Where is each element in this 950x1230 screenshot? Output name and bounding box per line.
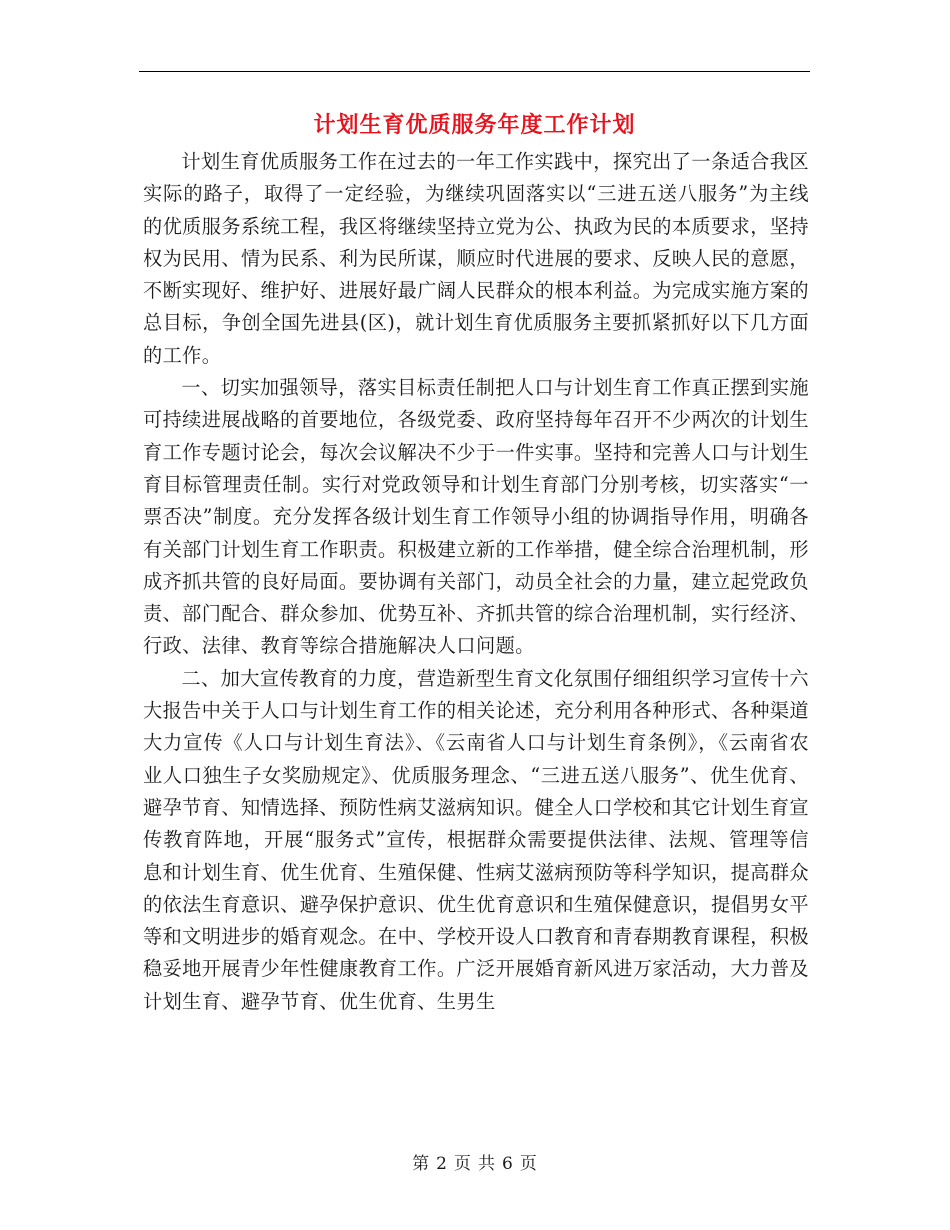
page-footer <box>0 1152 950 1176</box>
header-rule <box>139 71 810 72</box>
document-body <box>143 146 809 1018</box>
footer-page-unit: 页 <box>454 1154 472 1174</box>
footer-total-pages: 6 <box>502 1154 514 1174</box>
document-title: 计划生育优质服务年度工作计划 <box>313 113 636 138</box>
paragraph-section-2: 二、加大宣传教育的力度，营造新型生育文化氛围仔细组织学习宣传十六大报告中关于人口与计划生育工作的相关论述，充分利用各种形式、各种渠道大力宣传《人口与计划生育法》、《云南省人口与计划生育条例》，《云南省农业人口独生子女奖励规定》、优质服务理念、“三进五送八服务”、优生优育、避孕节育、知情选择、预防性病艾滋病知识。健全人口学校和其它计划生育宣传教育阵地，开展“服务式”宣传，根据群众需要提供法律、法规、管理等信息和计划生育、优生优育、生殖保健、性病艾滋病预防等科学知识，提高群众的依法生育意识、避孕保护意识、优生优育意识和生殖保健意识，提倡男女平等和文明进步的婚育观念。在中、学校开设人口教育和青春期教育课程，积极稳妥地开展青少年性健康教育工作。广泛开展婚育新风进万家活动，大力普及计划生育、避孕节育、优生优育、生男生 <box>143 666 809 1013</box>
footer-current-page: 2 <box>436 1154 448 1174</box>
paragraph-section-1: 一、切实加强领导，落实目标责任制把人口与计划生育工作真正摆到实施可持续进展战略的首要地位，各级党委、政府坚持每年召开不少两次的计划生育工作专题讨论会，每次会议解决不少于一件实事。坚持和完善人口与计划生育目标管理责任制。实行对党政领导和计划生育部门分别考核，切实落实“一票否决”制度。充分发挥各级计划生育工作领导小组的协调指导作用，明确各有关部门计划生育工作职责。积极建立新的工作举措，健全综合治理机制，形成齐抓共管的良好局面。要协调有关部门，动员全社会的力量，建立起党政负责、部门配合、群众参加、优势互补、齐抓共管的综合治理机制，实行经济、行政、法律、教育等综合措施解决人口问题。 <box>143 376 809 658</box>
footer-total-unit: 页 <box>519 1154 538 1174</box>
footer-total-prefix: 共 <box>478 1154 496 1174</box>
paragraph-intro: 计划生育优质服务工作在过去的一年工作实践中，探究出了一条适合我区实际的路子，取得了一定经验，为继续巩固落实以“三进五送八服务”为主线的优质服务系统工程，我区将继续坚持立党为公、执政为民的本质要求，坚持权为民用、情为民系、利为民所谋，顺应时代进展的要求、反映人民的意愿，不断实现好、维护好、进展好最广阔人民群众的根本利益。为完成实施方案的总目标，争创全国先进县(区)，就计划生育优质服务主要抓紧抓好以下几方面的工作。 <box>143 150 809 367</box>
footer-prefix: 第 <box>412 1154 431 1174</box>
